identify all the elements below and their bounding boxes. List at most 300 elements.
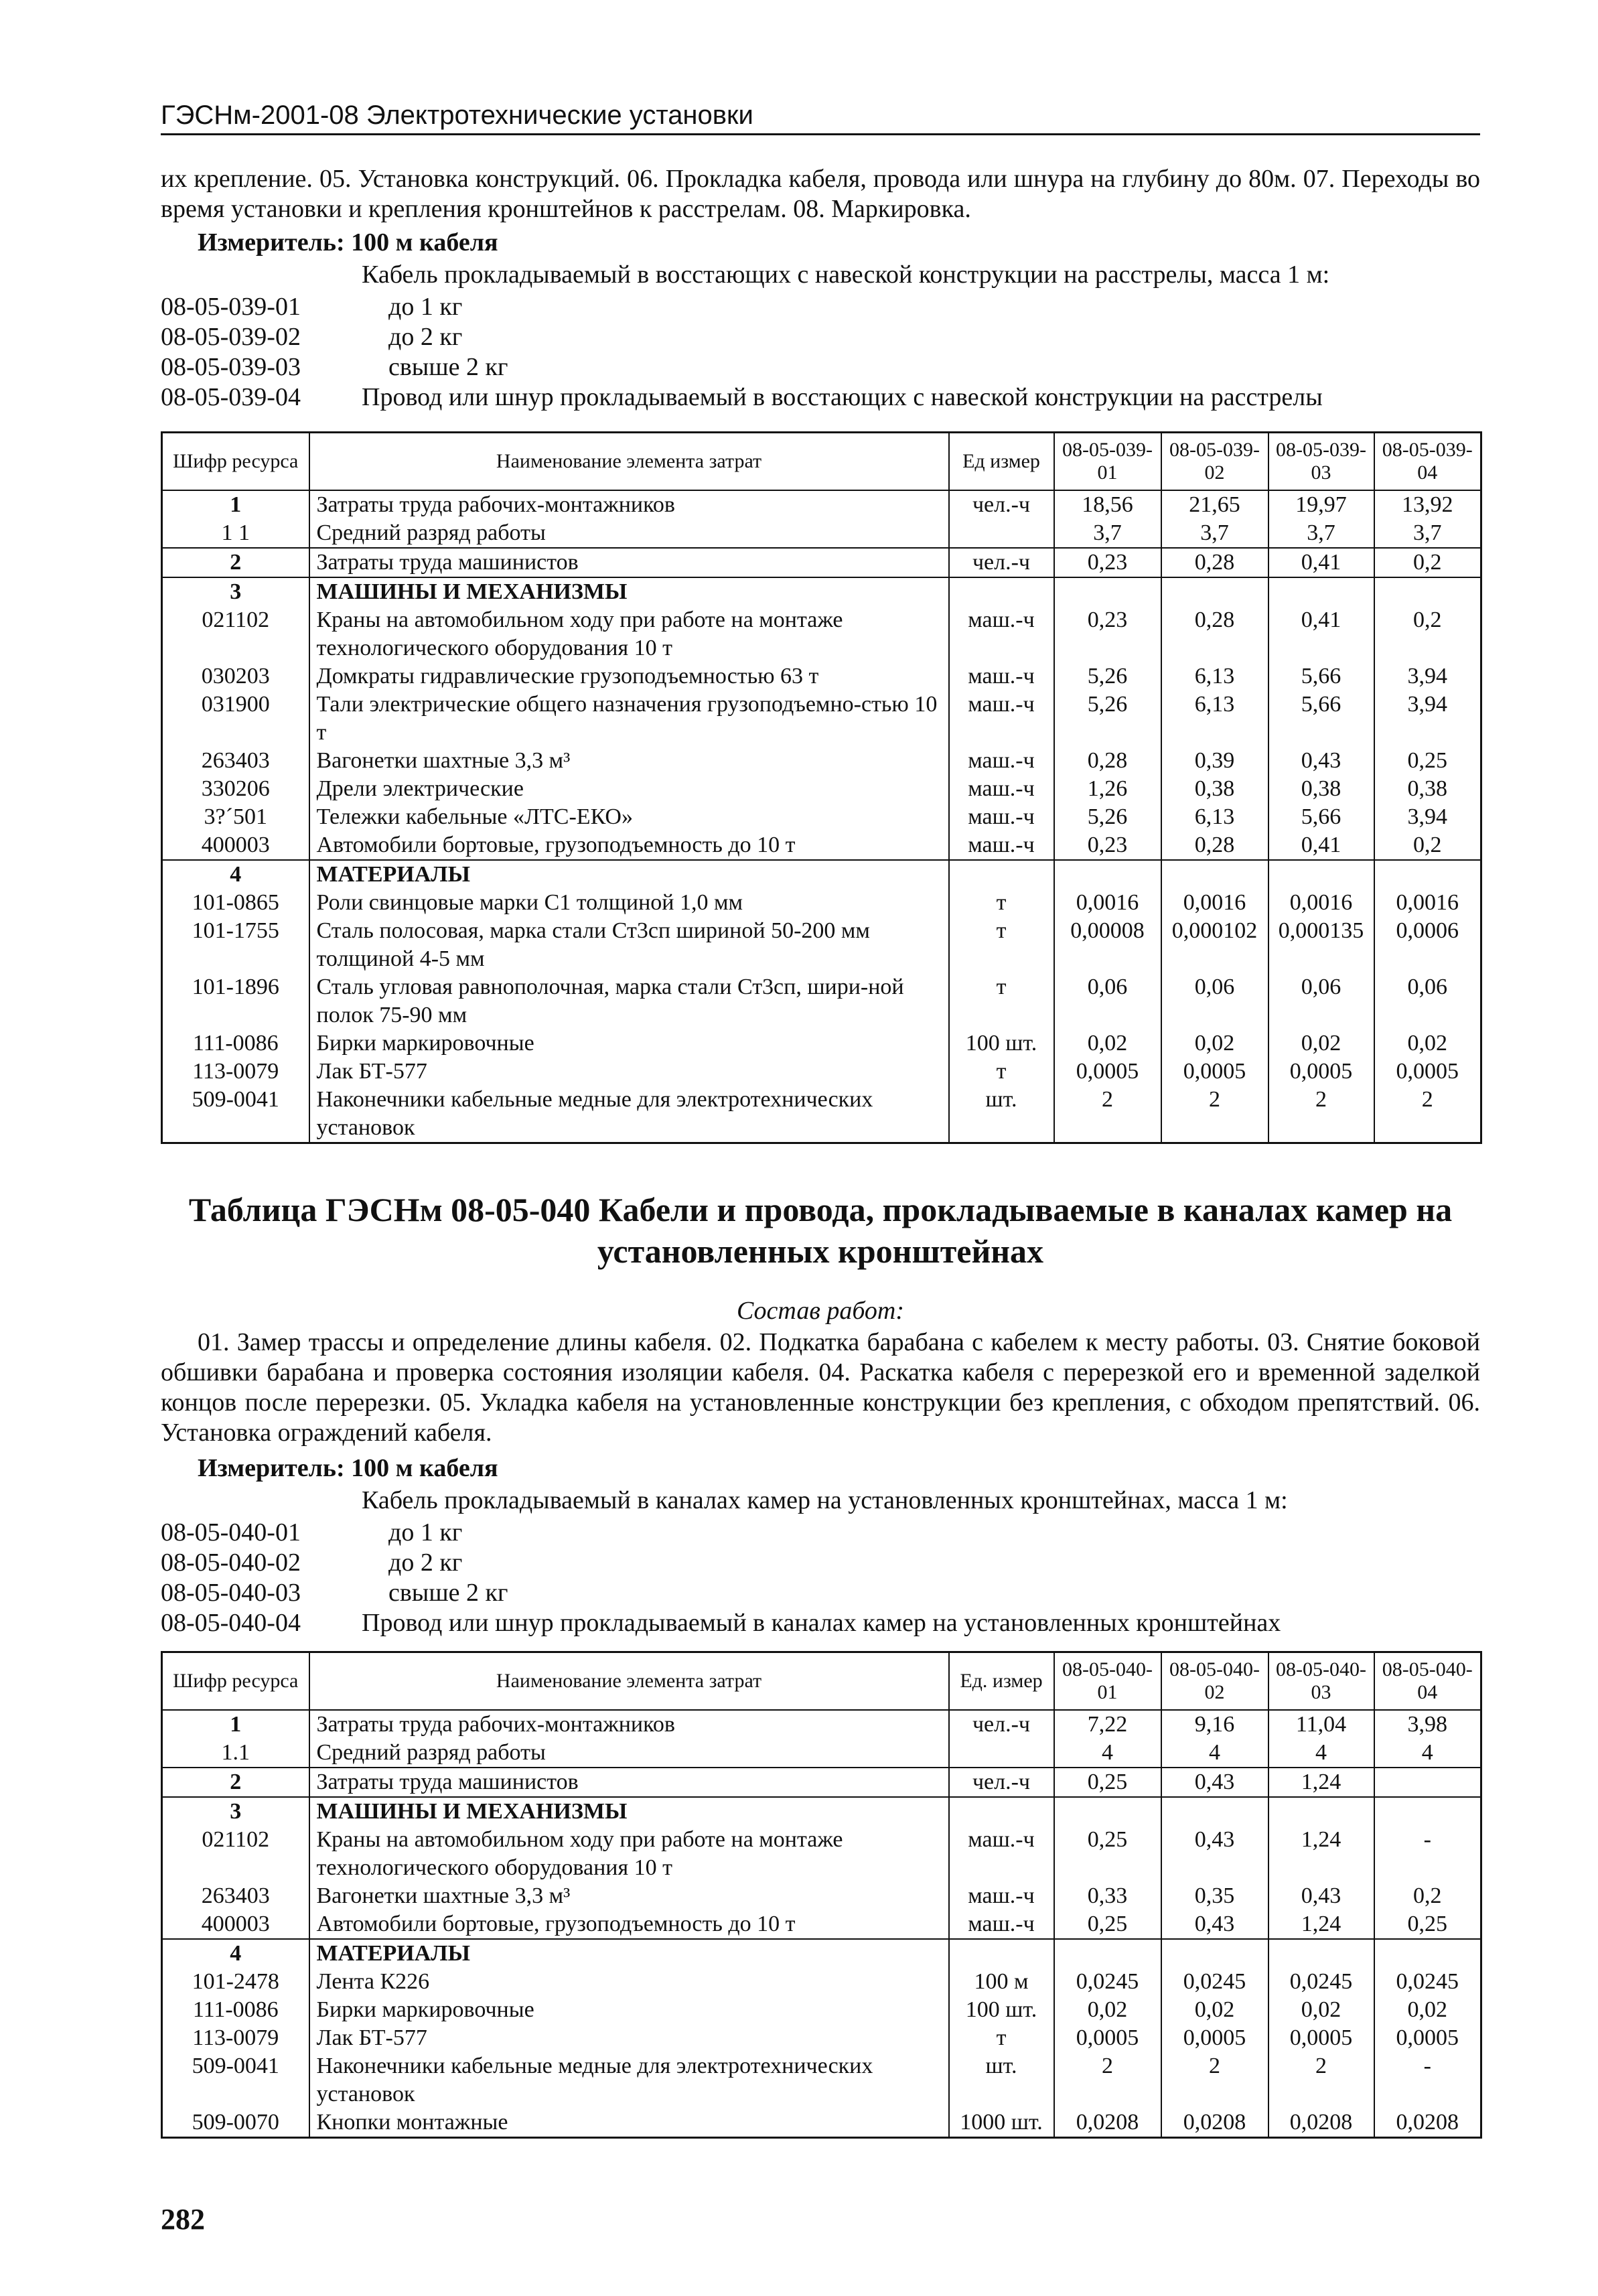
- header-cell: Шифр ресурса: [162, 1652, 309, 1711]
- cost-name-cell: Лента К226: [309, 1968, 949, 1996]
- value-cell: 1,24: [1268, 1910, 1374, 1939]
- resource-code-cell: 2: [162, 548, 309, 577]
- value-cell: 0,02: [1054, 1029, 1161, 1058]
- cost-name-cell: Автомобили бортовые, грузоподъемность до 10 т: [309, 1910, 949, 1939]
- value-cell: 0,41: [1268, 831, 1374, 860]
- value-cell: 0,41: [1268, 548, 1374, 577]
- value-cell: 2: [1268, 2052, 1374, 2108]
- table-row: [162, 860, 1481, 889]
- value-cell: 2: [1268, 1086, 1374, 1143]
- resource-code-cell: 3?´501: [162, 803, 309, 831]
- value-cell: 0,33: [1054, 1882, 1161, 1910]
- table-row: [162, 1710, 1481, 1739]
- value-cell: 21,65: [1161, 490, 1268, 519]
- value-cell: 0,0208: [1054, 2108, 1161, 2138]
- table-row: [162, 1910, 1481, 1939]
- resource-code-cell: 111-0086: [162, 1996, 309, 2024]
- value-cell: 1,26: [1054, 775, 1161, 803]
- header-cell: Ед. измер: [949, 1652, 1054, 1711]
- variant-code: 08-05-040-03: [161, 1579, 301, 1607]
- resource-code-cell: 330206: [162, 775, 309, 803]
- table-row: [162, 1826, 1481, 1882]
- block2-subtitle: Кабель прокладываемый в каналах камер на установленных кронштейнах, масса 1 м:: [362, 1486, 1288, 1514]
- value-cell: 0,02: [1268, 1996, 1374, 2024]
- value-cell: -: [1374, 2052, 1481, 2108]
- table-row: [162, 548, 1481, 577]
- value-cell: 0,0005: [1374, 1058, 1481, 1086]
- value-cell: 0,02: [1374, 1029, 1481, 1058]
- value-cell: 0,38: [1374, 775, 1481, 803]
- table-title: Таблица ГЭСНм 08-05-040 Кабели и провода, прокладываемые в каналах камер на установленных кронштейнах: [188, 1191, 1453, 1270]
- table-row: [162, 577, 1481, 606]
- value-cell: 3,94: [1374, 662, 1481, 691]
- table-row: [162, 917, 1481, 973]
- variant-row: [161, 382, 1480, 413]
- value-cell: 0,0005: [1054, 1058, 1161, 1086]
- measure-label: Измеритель:: [198, 1454, 345, 1482]
- value-cell: 2: [1054, 2052, 1161, 2108]
- value-cell: 6,13: [1161, 691, 1268, 747]
- value-cell: 0,02: [1161, 1996, 1268, 2024]
- resource-code-cell: 3: [162, 577, 309, 606]
- unit-cell: 100 м: [949, 1968, 1054, 1996]
- unit-cell: шт.: [949, 1086, 1054, 1143]
- value-cell: 1,24: [1268, 1826, 1374, 1882]
- value-cell: 0,43: [1268, 1882, 1374, 1910]
- variant-code: 08-05-040-01: [161, 1518, 301, 1547]
- table-row: [162, 1939, 1481, 1968]
- value-cell: 0,0005: [1268, 2024, 1374, 2052]
- variant-row: [161, 292, 1480, 322]
- cost-name-cell: Наконечники кабельные медные для электротехнических установок: [309, 2052, 949, 2108]
- variant-row: [161, 1518, 1480, 1548]
- value-cell: 5,66: [1268, 803, 1374, 831]
- value-cell: 0,0245: [1374, 1968, 1481, 1996]
- table-row: [162, 831, 1481, 860]
- value-cell: 0,0245: [1054, 1968, 1161, 1996]
- unit-cell: [949, 1939, 1054, 1968]
- composition-text: 01. Замер трассы и определение длины кабеля. 02. Подкатка барабана с кабелем к месту работы. 03. Снятие боковой обшивки барабана и проверка состояния изоляции кабеля. 04. Раскатка кабеля с перерезкой его и временной заделкой концов после перерезки. 05. Укладка кабеля на установленные конструкции без крепления, с обходом препятствий. 06. Установка ограждений кабеля.: [161, 1328, 1480, 1447]
- table-row: [162, 519, 1481, 548]
- value-cell: 6,13: [1161, 662, 1268, 691]
- value-cell: [1374, 1768, 1481, 1797]
- value-cell: 0,28: [1161, 548, 1268, 577]
- value-cell: 2: [1374, 1086, 1481, 1143]
- value-cell: [1374, 860, 1481, 889]
- unit-cell: [949, 1739, 1054, 1768]
- cost-name-cell: Краны на автомобильном ходу при работе на монтаже технологического оборудования 10 т: [309, 606, 949, 662]
- unit-cell: [949, 860, 1054, 889]
- unit-cell: маш.-ч: [949, 691, 1054, 747]
- resource-code-cell: 021102: [162, 1826, 309, 1882]
- table-row: [162, 1029, 1481, 1058]
- block1-subtitle: Кабель прокладываемый в восстающих с навеской конструкции на расстрелы, масса 1 м:: [362, 261, 1330, 289]
- table-row: [162, 1058, 1481, 1086]
- table-row: [162, 1739, 1481, 1768]
- value-cell: 2: [1161, 1086, 1268, 1143]
- variant-row: [161, 322, 1480, 352]
- resource-code-cell: 1: [162, 490, 309, 519]
- variant-code: 08-05-040-02: [161, 1549, 301, 1577]
- unit-cell: маш.-ч: [949, 606, 1054, 662]
- value-cell: 0,02: [1268, 1029, 1374, 1058]
- table-row: [162, 1768, 1481, 1797]
- value-cell: [1054, 860, 1161, 889]
- header-row: [162, 1652, 1481, 1711]
- value-cell: 0,25: [1054, 1768, 1161, 1797]
- resource-code-cell: 263403: [162, 1882, 309, 1910]
- value-cell: 0,25: [1054, 1910, 1161, 1939]
- variant-row: [161, 352, 1480, 382]
- value-cell: [1054, 577, 1161, 606]
- unit-cell: [949, 519, 1054, 548]
- value-cell: 0,23: [1054, 548, 1161, 577]
- unit-cell: маш.-ч: [949, 747, 1054, 775]
- value-cell: -: [1374, 1826, 1481, 1882]
- variant-code: 08-05-040-04: [161, 1609, 301, 1637]
- value-cell: 0,00008: [1054, 917, 1161, 973]
- cost-name-cell: Роли свинцовые марки С1 толщиной 1,0 мм: [309, 889, 949, 917]
- value-cell: 2: [1054, 1086, 1161, 1143]
- variant-text: Провод или шнур прокладываемый в восстающих с навеской конструкции на расстрелы: [362, 383, 1323, 411]
- cost-name-cell: МАТЕРИАЛЫ: [309, 1939, 949, 1968]
- value-cell: 3,94: [1374, 803, 1481, 831]
- resource-code-cell: 2: [162, 1768, 309, 1797]
- variant-text: свыше 2 кг: [388, 353, 508, 381]
- variant-row: [161, 1548, 1480, 1578]
- value-cell: 0,0016: [1054, 889, 1161, 917]
- unit-cell: [949, 577, 1054, 606]
- measure-label: Измеритель:: [198, 228, 345, 257]
- resource-code-cell: 101-2478: [162, 1968, 309, 1996]
- cost-name-cell: Затраты труда машинистов: [309, 1768, 949, 1797]
- cost-name-cell: Вагонетки шахтные 3,3 м³: [309, 747, 949, 775]
- cost-name-cell: Затраты труда рабочих-монтажников: [309, 1710, 949, 1739]
- header-cell: Шифр ресурса: [162, 433, 309, 491]
- unit-cell: т: [949, 1058, 1054, 1086]
- variant-row: [161, 1578, 1480, 1608]
- value-cell: 0,38: [1161, 775, 1268, 803]
- resource-code-cell: 509-0070: [162, 2108, 309, 2138]
- value-cell: 0,43: [1161, 1768, 1268, 1797]
- page-number: 282: [161, 2203, 205, 2236]
- value-cell: 0,000102: [1161, 917, 1268, 973]
- value-cell: [1374, 577, 1481, 606]
- composition-label: Состав работ:: [736, 1297, 905, 1325]
- measure-value: 100 м кабеля: [351, 228, 498, 257]
- unit-cell: т: [949, 917, 1054, 973]
- cost-name-cell: Кнопки монтажные: [309, 2108, 949, 2138]
- resource-code-cell: 4: [162, 860, 309, 889]
- value-cell: 0,06: [1161, 973, 1268, 1029]
- unit-cell: чел.-ч: [949, 1768, 1054, 1797]
- table-row: [162, 490, 1481, 519]
- value-cell: 0,25: [1374, 1910, 1481, 1939]
- variant-text: до 2 кг: [388, 323, 463, 351]
- resource-code-cell: 101-0865: [162, 889, 309, 917]
- value-cell: 5,26: [1054, 803, 1161, 831]
- cost-name-cell: Автомобили бортовые, грузоподъемность до 10 т: [309, 831, 949, 860]
- value-cell: [1268, 1797, 1374, 1826]
- value-cell: 0,06: [1268, 973, 1374, 1029]
- value-cell: 0,0208: [1374, 2108, 1481, 2138]
- table-row: [162, 662, 1481, 691]
- table-row: [162, 2052, 1481, 2108]
- variant-text: до 1 кг: [388, 293, 463, 321]
- unit-cell: 100 шт.: [949, 1996, 1054, 2024]
- value-cell: 0,28: [1054, 747, 1161, 775]
- unit-cell: 1000 шт.: [949, 2108, 1054, 2138]
- unit-cell: маш.-ч: [949, 1826, 1054, 1882]
- unit-cell: 100 шт.: [949, 1029, 1054, 1058]
- header-row: [162, 433, 1481, 491]
- unit-cell: чел.-ч: [949, 548, 1054, 577]
- value-cell: [1374, 1939, 1481, 1968]
- value-cell: [1268, 860, 1374, 889]
- intro-text: их крепление. 05. Установка конструкций. 06. Прокладка кабеля, провода или шнура на глубину до 80м. 07. Переходы во время установки и крепления кронштейнов к расстрелам. 08. Маркировка.: [161, 165, 1480, 223]
- value-cell: 0,0245: [1161, 1968, 1268, 1996]
- table-row: [162, 2108, 1481, 2138]
- unit-cell: т: [949, 973, 1054, 1029]
- table-row: [162, 1086, 1481, 1143]
- value-cell: 3,94: [1374, 691, 1481, 747]
- resource-code-cell: 101-1755: [162, 917, 309, 973]
- value-cell: [1054, 1797, 1161, 1826]
- table-row: [162, 1996, 1481, 2024]
- value-cell: 19,97: [1268, 490, 1374, 519]
- cost-name-cell: Лак БТ-577: [309, 1058, 949, 1086]
- value-cell: [1374, 1797, 1481, 1826]
- value-cell: 4: [1161, 1739, 1268, 1768]
- value-cell: 0,02: [1161, 1029, 1268, 1058]
- value-cell: 0,0006: [1374, 917, 1481, 973]
- value-cell: 0,2: [1374, 606, 1481, 662]
- cost-name-cell: Тележки кабельные «ЛТС-ЕКО»: [309, 803, 949, 831]
- value-cell: [1161, 860, 1268, 889]
- table-row: [162, 606, 1481, 662]
- value-cell: 0,0005: [1268, 1058, 1374, 1086]
- cost-name-cell: Дрели электрические: [309, 775, 949, 803]
- value-cell: 5,26: [1054, 691, 1161, 747]
- table-row: [162, 691, 1481, 747]
- table-row: [162, 1797, 1481, 1826]
- header-cell: 08-05-039-04: [1374, 433, 1481, 491]
- unit-cell: маш.-ч: [949, 1882, 1054, 1910]
- resource-code-cell: 021102: [162, 606, 309, 662]
- table-row: [162, 2024, 1481, 2052]
- variant-row: [161, 1608, 1480, 1638]
- value-cell: 5,66: [1268, 662, 1374, 691]
- value-cell: 0,02: [1054, 1996, 1161, 2024]
- value-cell: 0,43: [1161, 1826, 1268, 1882]
- cost-name-cell: Средний разряд работы: [309, 1739, 949, 1768]
- header-cell: 08-05-039-03: [1268, 433, 1374, 491]
- value-cell: 0,0016: [1374, 889, 1481, 917]
- header-cell: 08-05-039-01: [1054, 433, 1161, 491]
- table-row: [162, 1882, 1481, 1910]
- value-cell: 9,16: [1161, 1710, 1268, 1739]
- cost-name-cell: Затраты труда рабочих-монтажников: [309, 490, 949, 519]
- value-cell: [1161, 1939, 1268, 1968]
- table-body: [162, 433, 1481, 1143]
- value-cell: 0,2: [1374, 1882, 1481, 1910]
- block2-variants: [161, 1518, 1480, 1638]
- value-cell: 0,23: [1054, 831, 1161, 860]
- value-cell: 5,66: [1268, 691, 1374, 747]
- resource-code-cell: 1: [162, 1710, 309, 1739]
- cost-name-cell: Лак БТ-577: [309, 2024, 949, 2052]
- resource-code-cell: 113-0079: [162, 1058, 309, 1086]
- table-row: [162, 747, 1481, 775]
- value-cell: 0,000135: [1268, 917, 1374, 973]
- value-cell: 0,0005: [1054, 2024, 1161, 2052]
- resource-code-cell: 1.1: [162, 1739, 309, 1768]
- variant-text: до 1 кг: [388, 1518, 463, 1547]
- value-cell: 0,28: [1161, 831, 1268, 860]
- value-cell: 0,0016: [1268, 889, 1374, 917]
- cost-name-cell: МАШИНЫ И МЕХАНИЗМЫ: [309, 1797, 949, 1826]
- variant-text: свыше 2 кг: [388, 1579, 508, 1607]
- header-cell: Наименование элемента затрат: [309, 1652, 949, 1711]
- value-cell: 1,24: [1268, 1768, 1374, 1797]
- unit-cell: чел.-ч: [949, 1710, 1054, 1739]
- resource-code-cell: 031900: [162, 691, 309, 747]
- value-cell: 0,23: [1054, 606, 1161, 662]
- resource-code-cell: 509-0041: [162, 2052, 309, 2108]
- variant-code: 08-05-039-03: [161, 353, 301, 381]
- cost-name-cell: Бирки маркировочные: [309, 1029, 949, 1058]
- value-cell: 4: [1374, 1739, 1481, 1768]
- value-cell: 0,0208: [1161, 2108, 1268, 2138]
- unit-cell: чел.-ч: [949, 490, 1054, 519]
- measure-line-1: [198, 228, 498, 258]
- measure-line-2: [198, 1453, 498, 1484]
- resource-code-cell: 101-1896: [162, 973, 309, 1029]
- variant-text: Провод или шнур прокладываемый в каналах камер на установленных кронштейнах: [362, 1609, 1281, 1637]
- resource-code-cell: 400003: [162, 831, 309, 860]
- value-cell: 5,26: [1054, 662, 1161, 691]
- table-row: [162, 775, 1481, 803]
- resource-code-cell: 400003: [162, 1910, 309, 1939]
- table-row: [162, 973, 1481, 1029]
- cost-name-cell: МАТЕРИАЛЫ: [309, 860, 949, 889]
- value-cell: 0,35: [1161, 1882, 1268, 1910]
- cost-name-cell: Сталь угловая равнополочная, марка стали Ст3сп, шири-ной полок 75-90 мм: [309, 973, 949, 1029]
- cost-name-cell: Вагонетки шахтные 3,3 м³: [309, 1882, 949, 1910]
- cost-name-cell: Сталь полосовая, марка стали Ст3сп шириной 50-200 мм толщиной 4-5 мм: [309, 917, 949, 973]
- unit-cell: маш.-ч: [949, 1910, 1054, 1939]
- resource-code-cell: 509-0041: [162, 1086, 309, 1143]
- unit-cell: маш.-ч: [949, 831, 1054, 860]
- value-cell: 2: [1161, 2052, 1268, 2108]
- unit-cell: шт.: [949, 2052, 1054, 2108]
- unit-cell: маш.-ч: [949, 662, 1054, 691]
- header-cell: 08-05-040-02: [1161, 1652, 1268, 1711]
- value-cell: 0,06: [1054, 973, 1161, 1029]
- cost-table-040: [161, 1651, 1482, 2139]
- cost-name-cell: Средний разряд работы: [309, 519, 949, 548]
- cost-name-cell: Домкраты гидравлические грузоподъемностью 63 т: [309, 662, 949, 691]
- value-cell: 3,7: [1161, 519, 1268, 548]
- value-cell: 11,04: [1268, 1710, 1374, 1739]
- variant-code: 08-05-039-01: [161, 293, 301, 321]
- value-cell: 0,0005: [1374, 2024, 1481, 2052]
- running-header: ГЭСНм-2001-08 Электротехнические установки: [161, 100, 1480, 135]
- value-cell: [1268, 1939, 1374, 1968]
- value-cell: 13,92: [1374, 490, 1481, 519]
- value-cell: 0,39: [1161, 747, 1268, 775]
- cost-name-cell: Краны на автомобильном ходу при работе на монтаже технологического оборудования 10 т: [309, 1826, 949, 1882]
- header-cell: Ед измер: [949, 433, 1054, 491]
- value-cell: [1161, 1797, 1268, 1826]
- value-cell: [1054, 1939, 1161, 1968]
- header-cell: 08-05-040-04: [1374, 1652, 1481, 1711]
- value-cell: 0,41: [1268, 606, 1374, 662]
- cost-name-cell: Бирки маркировочные: [309, 1996, 949, 2024]
- value-cell: 0,0245: [1268, 1968, 1374, 1996]
- value-cell: 0,06: [1374, 973, 1481, 1029]
- value-cell: 3,7: [1374, 519, 1481, 548]
- resource-code-cell: 4: [162, 1939, 309, 1968]
- header-cell: Наименование элемента затрат: [309, 433, 949, 491]
- resource-code-cell: 3: [162, 1797, 309, 1826]
- value-cell: 0,25: [1054, 1826, 1161, 1882]
- cost-name-cell: МАШИНЫ И МЕХАНИЗМЫ: [309, 577, 949, 606]
- cost-table-039: [161, 431, 1482, 1144]
- unit-cell: маш.-ч: [949, 803, 1054, 831]
- table-row: [162, 803, 1481, 831]
- value-cell: 6,13: [1161, 803, 1268, 831]
- value-cell: 0,25: [1374, 747, 1481, 775]
- variant-code: 08-05-039-02: [161, 323, 301, 351]
- value-cell: 3,7: [1268, 519, 1374, 548]
- value-cell: 0,0005: [1161, 1058, 1268, 1086]
- value-cell: 0,0005: [1161, 2024, 1268, 2052]
- cost-name-cell: Затраты труда машинистов: [309, 548, 949, 577]
- value-cell: 0,43: [1268, 747, 1374, 775]
- value-cell: 4: [1268, 1739, 1374, 1768]
- resource-code-cell: 113-0079: [162, 2024, 309, 2052]
- value-cell: 0,38: [1268, 775, 1374, 803]
- value-cell: 0,2: [1374, 548, 1481, 577]
- resource-code-cell: 111-0086: [162, 1029, 309, 1058]
- header-cell: 08-05-040-03: [1268, 1652, 1374, 1711]
- cost-name-cell: Наконечники кабельные медные для электротехнических установок: [309, 1086, 949, 1143]
- block1-variants: [161, 292, 1480, 413]
- resource-code-cell: 263403: [162, 747, 309, 775]
- variant-code: 08-05-039-04: [161, 383, 301, 411]
- variant-text: до 2 кг: [388, 1549, 463, 1577]
- cost-name-cell: Тали электрические общего назначения грузоподъемно-стью 10 т: [309, 691, 949, 747]
- value-cell: 0,02: [1374, 1996, 1481, 2024]
- unit-cell: маш.-ч: [949, 775, 1054, 803]
- header-cell: 08-05-039-02: [1161, 433, 1268, 491]
- value-cell: [1268, 577, 1374, 606]
- resource-code-cell: 030203: [162, 662, 309, 691]
- value-cell: 3,7: [1054, 519, 1161, 548]
- resource-code-cell: 1 1: [162, 519, 309, 548]
- unit-cell: т: [949, 889, 1054, 917]
- unit-cell: [949, 1797, 1054, 1826]
- measure-value: 100 м кабеля: [351, 1454, 498, 1482]
- value-cell: 0,2: [1374, 831, 1481, 860]
- value-cell: [1161, 577, 1268, 606]
- table-row: [162, 889, 1481, 917]
- value-cell: 4: [1054, 1739, 1161, 1768]
- header-cell: 08-05-040-01: [1054, 1652, 1161, 1711]
- value-cell: 18,56: [1054, 490, 1161, 519]
- table-row: [162, 1968, 1481, 1996]
